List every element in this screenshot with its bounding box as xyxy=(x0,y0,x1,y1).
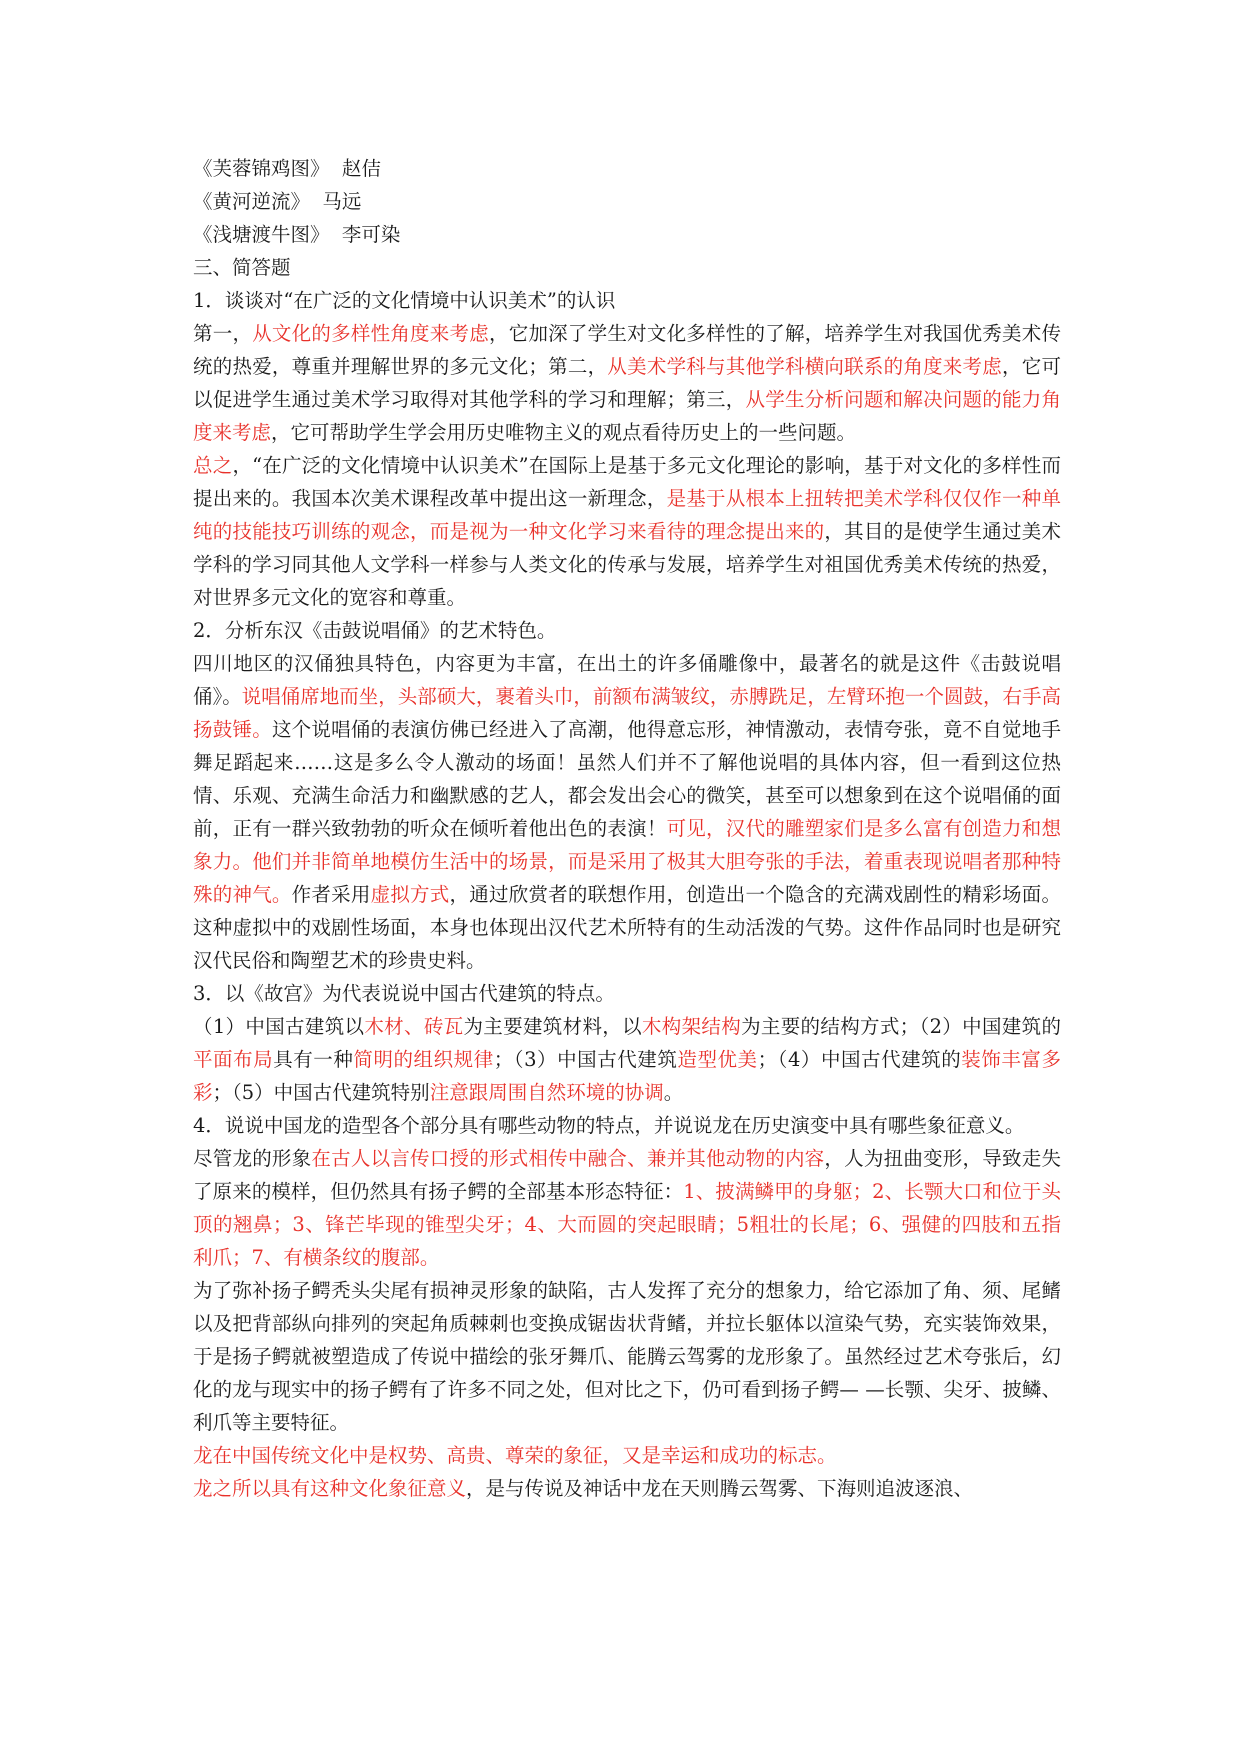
highlighted-text: 说唱俑席地而坐，头部硕大，裹着头巾，前额布满皱纹，赤膊跣足，左臂环抱一个圆鼓，右手高扬鼓锤。 xyxy=(193,685,1061,741)
highlighted-text: 龙在中国传统文化中是权势、高贵、尊荣的象征，又是幸运和成功的标志。 xyxy=(193,1444,837,1467)
work-line xyxy=(193,218,1061,251)
work-author: 赵佶 xyxy=(341,157,381,180)
body-text: ，它可帮助学生学会用历史唯物主义的观点看待历史上的一些问题。 xyxy=(271,421,857,444)
work-title: 《浅塘渡牛图》 xyxy=(193,223,330,246)
body-text: ，是与传说及神话中龙在天则腾云驾雾、下海则追波逐浪、 xyxy=(466,1477,974,1500)
body-text: 为了弥补扬子鳄秃头尖尾有损神灵形象的缺陷，古人发挥了充分的想象力，给它添加了角、须、尾鳍以及把背部纵向排列的突起角质棘刺也变换成锯齿状背鳍，并拉长躯体以渲染气势，充实装饰效果，于是扬子鳄就被塑造成了传说中描绘的张牙舞爪、能腾云驾雾的龙形象了。虽然经过艺术夸张后，幻化的龙与现实中的扬子鳄有了许多不同之处，但对比之下，仍可看到扬子鳄— —长颚、尖牙、披鳞、利爪等主要特征。 xyxy=(193,1279,1061,1434)
paragraph xyxy=(193,1439,1061,1472)
body-text: 。 xyxy=(663,1081,684,1104)
work-author: 马远 xyxy=(322,190,362,213)
paragraph xyxy=(193,977,1061,1010)
paragraph xyxy=(193,1274,1061,1439)
body-text: 尽管龙的形象 xyxy=(193,1147,312,1170)
body-text: 具有一种 xyxy=(273,1048,354,1071)
paragraph xyxy=(193,647,1061,977)
section-heading: 三、简答题 xyxy=(193,256,291,279)
body-text: 4．说说中国龙的造型各个部分具有哪些动物的特点，并说说龙在历史演变中具有哪些象征意义。 xyxy=(193,1114,1025,1137)
paragraph xyxy=(193,1472,1061,1505)
highlighted-text: 从文化的多样性角度来考虑 xyxy=(252,322,489,345)
paragraph xyxy=(193,614,1061,647)
body-text: 四川地区的汉俑独具特色，内容更为丰富，在出土的许多俑雕像中，最著名的就是这件《击鼓说唱俑》。 xyxy=(193,652,1061,708)
body-text: ，人为扭曲变形，导致走失了原来的模样，但仍然具有扬子鳄的全部基本形态特征： xyxy=(193,1147,1061,1203)
highlighted-text: 装饰丰富多彩 xyxy=(193,1048,1061,1104)
highlighted-text: 可见，汉代的雕塑家们是多么富有创造力和想象力。他们并非简单地模仿生活中的场景，而是采用了极其大胆夸张的手法，着重表现说唱者那种特殊的神气。 xyxy=(193,817,1061,906)
paragraph xyxy=(193,1010,1061,1109)
body-text: 1．谈谈对“在广泛的文化情境中认识美术”的认识 xyxy=(193,289,616,312)
body-text: ；（4）中国古代建筑的 xyxy=(757,1048,962,1071)
highlighted-text: 1、披满鳞甲的身躯；2、长颚大口和位于头顶的翘鼻；3、锋芒毕现的锥型尖牙；4、大而圆的突起眼睛；5粗壮的长尾；6、强健的四肢和五指利爪；7、有横条纹的腹部。 xyxy=(193,1180,1061,1269)
highlighted-text: 虚拟方式 xyxy=(370,883,450,906)
body-text: ，“在广泛的文化情境中认识美术”在国际上是基于多元文化理论的影响，基于对文化的多样性而提出来的。我国本次美术课程改革中提出这一新理念， xyxy=(193,454,1061,510)
work-line xyxy=(193,152,1061,185)
body-text: 2．分析东汉《击鼓说唱俑》的艺术特色。 xyxy=(193,619,557,642)
paragraph xyxy=(193,317,1061,449)
answer-body xyxy=(193,284,1061,1505)
body-text: ，它可以促进学生通过美术学习取得对其他学科的学习和理解；第三， xyxy=(193,355,1061,411)
highlighted-text: 是基于从根本上扭转把美术学科仅仅作一种单纯的技能技巧训练的观念，而是视为一种文化学习来看待的理念提出来的 xyxy=(193,487,1061,543)
body-text: 第一， xyxy=(193,322,253,345)
highlighted-text: 造型优美 xyxy=(677,1048,758,1071)
body-text: 3．以《故宫》为代表说说中国古代建筑的特点。 xyxy=(193,982,615,1005)
paragraph xyxy=(193,1109,1061,1142)
paragraph xyxy=(193,1142,1061,1274)
highlighted-text: 从学生分析问题和解决问题的能力角度来考虑 xyxy=(193,388,1061,444)
highlighted-text: 平面布局 xyxy=(193,1048,274,1071)
work-title: 《黄河逆流》 xyxy=(193,190,311,213)
paragraph xyxy=(193,284,1061,317)
highlighted-text: 从美术学科与其他学科横向联系的角度来考虑 xyxy=(607,355,1003,378)
body-text: （1）中国古建筑以 xyxy=(193,1015,365,1038)
work-line xyxy=(193,185,1061,218)
body-text: 作者采用 xyxy=(291,883,371,906)
highlighted-text: 木构架结构 xyxy=(641,1015,742,1038)
highlighted-text: 简明的组织规律 xyxy=(353,1048,494,1071)
highlighted-text: 木材、砖瓦 xyxy=(364,1015,464,1038)
body-text: ，通过欣赏者的联想作用，创造出一个隐含的充满戏剧性的精彩场面。这种虚拟中的戏剧性场面，本身也体现出汉代艺术所特有的生动活泼的气势。这件作品同时也是研究汉代民俗和陶塑艺术的珍贵史料。 xyxy=(193,883,1061,972)
highlighted-text: 总之 xyxy=(193,454,233,477)
work-title: 《芙蓉锦鸡图》 xyxy=(193,157,330,180)
highlighted-text: 在古人以言传口授的形式相传中融合、兼并其他动物的内容 xyxy=(311,1147,825,1170)
highlighted-text: 注意跟周围自然环境的协调 xyxy=(429,1081,664,1104)
body-text: ；（3）中国古代建筑 xyxy=(493,1048,678,1071)
highlighted-text: 龙之所以具有这种文化象征意义 xyxy=(193,1477,467,1500)
work-author: 李可染 xyxy=(341,223,401,246)
body-text: 为主要的结构方式；（2）中国建筑的 xyxy=(741,1015,1061,1038)
body-text: ，它加深了学生对文化多样性的了解，培养学生对我国优秀美术传统的热爱，尊重并理解世界的多元文化；第二， xyxy=(193,322,1061,378)
paragraph xyxy=(193,449,1061,614)
body-text: ；（5）中国古代建筑特别 xyxy=(212,1081,430,1104)
body-text: ，其目的是使学生通过美术学科的学习同其他人文学科一样参与人类文化的传承与发展，培养学生对祖国优秀美术传统的热爱，对世界多元文化的宽容和尊重。 xyxy=(193,520,1061,609)
body-text: 为主要建筑材料，以 xyxy=(463,1015,642,1038)
body-text: 这个说唱俑的表演仿佛已经进入了高潮，他得意忘形，神情激动，表情夸张，竟不自觉地手舞足蹈起来……这是多么令人激动的场面！虽然人们并不了解他说唱的具体内容，但一看到这位热情、乐观、充满生命活力和幽默感的艺人，都会发出会心的微笑，甚至可以想象到在这个说唱俑的面前，正有一群兴致勃勃的听众在倾听着他出色的表演！ xyxy=(193,718,1061,840)
